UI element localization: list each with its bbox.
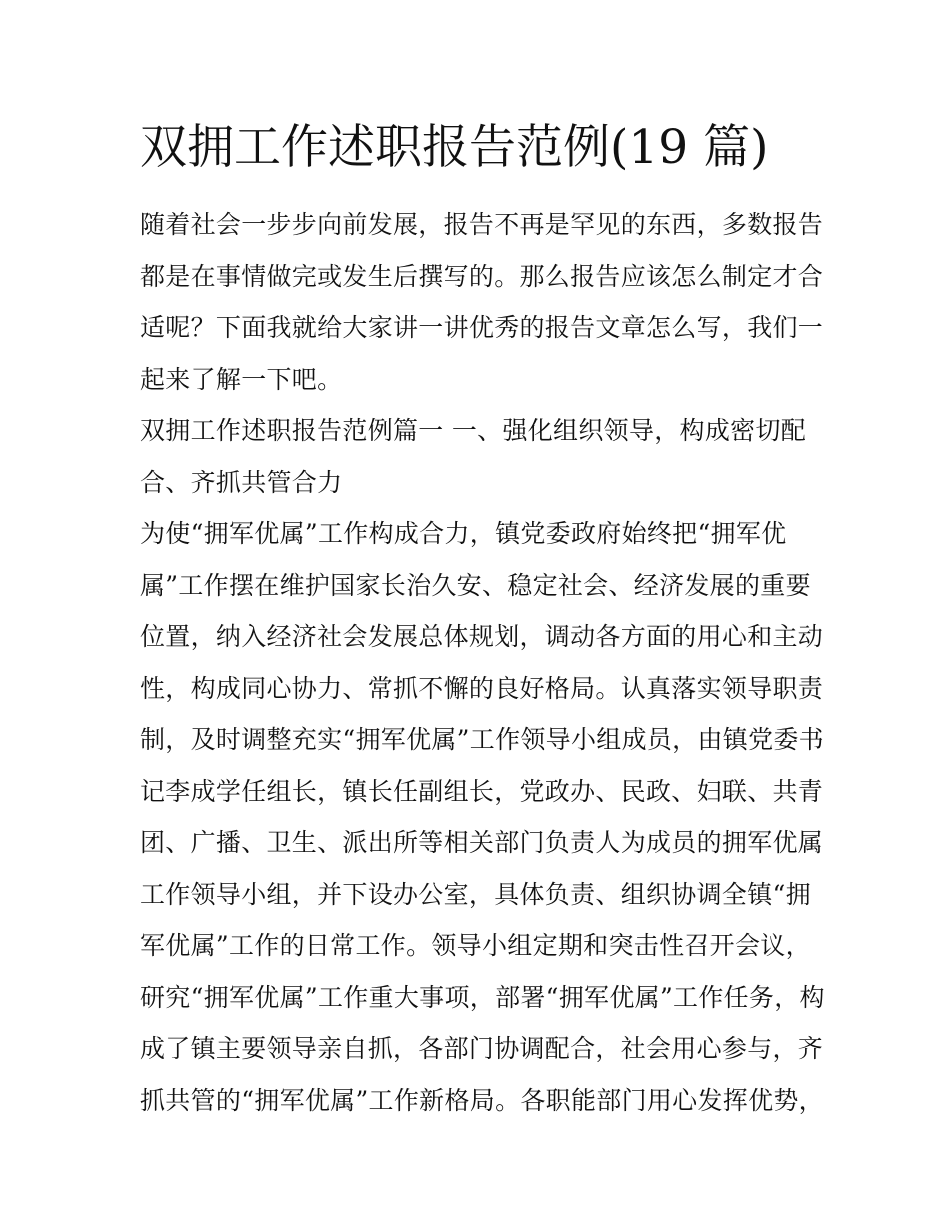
body-line: 为使“拥军优属”工作构成合力，镇党委政府始终把“拥军优 <box>140 519 787 548</box>
section-heading-line: 双拥工作述职报告范例篇一 一、强化组织领导，构成密切配 <box>140 416 807 445</box>
body-line: 团、广播、卫生、派出所等相关部门负责人为成员的拥军优属 <box>140 828 824 857</box>
body-line: 研究“拥军优属”工作重大事项，部署“拥军优属”工作任务，构 <box>140 982 825 1012</box>
body-line: 抓共管的“拥军优属”工作新格局。各职能部门用心发挥优势， <box>140 1085 824 1115</box>
body-line: 记李成学任组长，镇长任副组长，党政办、民政、妇联、共青 <box>140 776 824 806</box>
body-line: 起来了解一下吧。 <box>140 364 343 394</box>
body-line: 成了镇主要领导亲自抓，各部门协调配合，社会用心参与，齐 <box>140 1034 824 1063</box>
document-body <box>140 199 825 1126</box>
body-line: 制，及时调整充实“拥军优属”工作领导小组成员，由镇党委书 <box>140 725 824 754</box>
body-line: 随着社会一步步向前发展，报告不再是罕见的东西，多数报告 <box>140 210 824 239</box>
section-heading-line: 合、齐抓共管合力 <box>140 467 343 497</box>
body-line: 适呢？下面我就给大家讲一讲优秀的报告文章怎么写，我们一 <box>140 313 824 342</box>
body-line: 工作领导小组，并下设办公室，具体负责、组织协调全镇“拥 <box>140 879 811 909</box>
body-line: 都是在事情做完或发生后撰写的。那么报告应该怎么制定才合 <box>140 261 824 291</box>
body-line: 属”工作摆在维护国家长治久安、稳定社会、经济发展的重要 <box>140 570 811 600</box>
body-line: 军优属”工作的日常工作。领导小组定期和突击性召开会议， <box>140 931 811 960</box>
body-line: 性，构成同心协力、常抓不懈的良好格局。认真落实领导职责 <box>140 673 824 703</box>
document-title: 双拥工作述职报告范例(19 篇) <box>140 120 769 175</box>
body-line: 位置，纳入经济社会发展总体规划，调动各方面的用心和主动 <box>140 622 824 651</box>
